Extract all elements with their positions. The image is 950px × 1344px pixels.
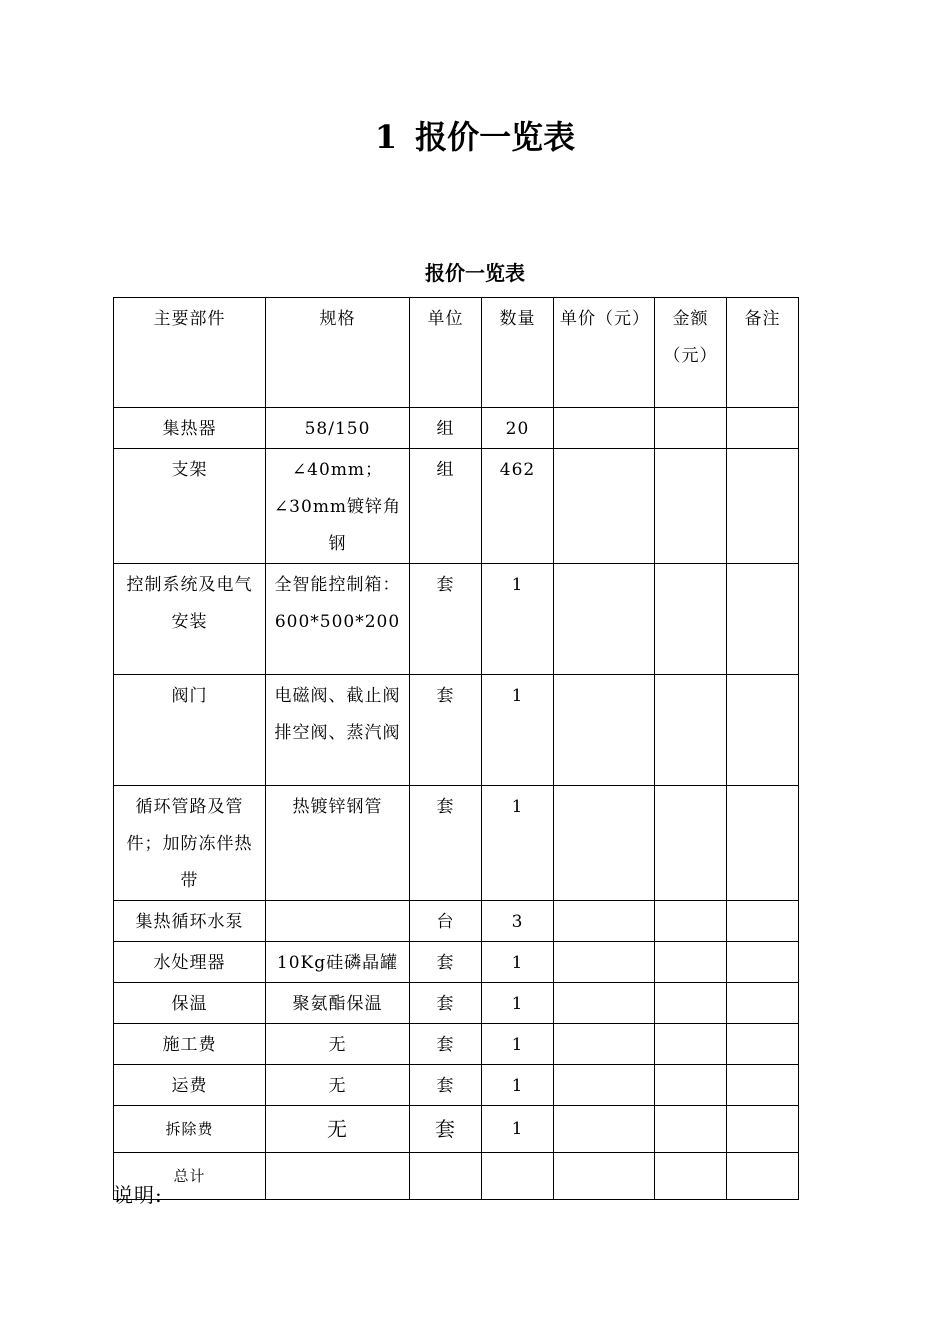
- cell-price: [554, 449, 655, 564]
- cell-remark: [727, 1153, 799, 1200]
- cell-spec: 10Kg硅磷晶罐: [266, 942, 410, 983]
- cell-qty: 1: [482, 942, 554, 983]
- cell-remark: [727, 942, 799, 983]
- cell-remark: [727, 449, 799, 564]
- cell-unit: 套: [410, 1106, 482, 1153]
- cell-unit: 套: [410, 942, 482, 983]
- cell-spec: 58/150: [266, 408, 410, 449]
- cell-unit: 套: [410, 564, 482, 675]
- quote-table: [113, 297, 799, 1200]
- table-row: [114, 564, 799, 675]
- cell-price: [554, 1024, 655, 1065]
- cell-part: 施工费: [114, 1024, 266, 1065]
- cell-price: [554, 786, 655, 901]
- cell-part: 阀门: [114, 675, 266, 786]
- table-row: [114, 983, 799, 1024]
- cell-part: 集热循环水泵: [114, 901, 266, 942]
- table-row: [114, 1065, 799, 1106]
- cell-qty: 1: [482, 675, 554, 786]
- cell-part: 支架: [114, 449, 266, 564]
- table-row: [114, 901, 799, 942]
- cell-price: [554, 901, 655, 942]
- cell-price: [554, 983, 655, 1024]
- table-row: [114, 675, 799, 786]
- section-number: 1: [374, 118, 398, 156]
- cell-part: 拆除费: [114, 1106, 266, 1153]
- table-total-row: [114, 1153, 799, 1200]
- cell-qty: 462: [482, 449, 554, 564]
- cell-price: [554, 564, 655, 675]
- cell-price: [554, 408, 655, 449]
- cell-amount: [655, 786, 727, 901]
- table-header-row: [114, 298, 799, 408]
- cell-price: [554, 1153, 655, 1200]
- cell-unit: 套: [410, 983, 482, 1024]
- cell-spec: 聚氨酯保温: [266, 983, 410, 1024]
- cell-price: [554, 1106, 655, 1153]
- cell-qty: 1: [482, 1106, 554, 1153]
- cell-part: 运费: [114, 1065, 266, 1106]
- header-part: 主要部件: [114, 298, 266, 408]
- cell-unit: 套: [410, 675, 482, 786]
- cell-remark: [727, 564, 799, 675]
- cell-unit: [410, 1153, 482, 1200]
- cell-part: 控制系统及电气安装: [114, 564, 266, 675]
- table-row: [114, 1106, 799, 1153]
- cell-price: [554, 1065, 655, 1106]
- cell-qty: 1: [482, 786, 554, 901]
- header-amount: 金额（元）: [655, 298, 727, 408]
- cell-remark: [727, 983, 799, 1024]
- cell-spec: ∠40mm；∠30mm镀锌角钢: [266, 449, 410, 564]
- cell-part: 水处理器: [114, 942, 266, 983]
- cell-remark: [727, 408, 799, 449]
- cell-unit: 套: [410, 1024, 482, 1065]
- cell-remark: [727, 1106, 799, 1153]
- cell-qty: 1: [482, 983, 554, 1024]
- cell-qty: 3: [482, 901, 554, 942]
- cell-unit: 组: [410, 449, 482, 564]
- cell-unit: 套: [410, 786, 482, 901]
- cell-part: 集热器: [114, 408, 266, 449]
- table-row: [114, 408, 799, 449]
- cell-spec: 全智能控制箱：600*500*200: [266, 564, 410, 675]
- table-row: [114, 942, 799, 983]
- table-row: [114, 1024, 799, 1065]
- cell-amount: [655, 942, 727, 983]
- table-caption: 报价一览表: [425, 261, 525, 285]
- header-remark: 备注: [727, 298, 799, 408]
- cell-spec: 无: [266, 1024, 410, 1065]
- cell-unit: 台: [410, 901, 482, 942]
- cell-price: [554, 942, 655, 983]
- cell-amount: [655, 408, 727, 449]
- cell-remark: [727, 901, 799, 942]
- cell-remark: [727, 1024, 799, 1065]
- cell-spec: 电磁阀、截止阀排空阀、蒸汽阀: [266, 675, 410, 786]
- cell-remark: [727, 675, 799, 786]
- cell-remark: [727, 786, 799, 901]
- table-row: [114, 449, 799, 564]
- cell-spec: 热镀锌钢管: [266, 786, 410, 901]
- note-label: 说明:: [113, 1183, 163, 1207]
- cell-amount: [655, 901, 727, 942]
- header-qty: 数量: [482, 298, 554, 408]
- cell-amount: [655, 983, 727, 1024]
- header-price: 单价（元）: [554, 298, 655, 408]
- cell-unit: 组: [410, 408, 482, 449]
- cell-qty: 1: [482, 1024, 554, 1065]
- cell-qty: 1: [482, 1065, 554, 1106]
- cell-amount: [655, 1065, 727, 1106]
- cell-price: [554, 675, 655, 786]
- cell-remark: [727, 1065, 799, 1106]
- total-label: 总计: [114, 1153, 266, 1200]
- cell-qty: [482, 1153, 554, 1200]
- cell-amount: [655, 1106, 727, 1153]
- cell-amount: [655, 675, 727, 786]
- cell-amount: [655, 1153, 727, 1200]
- cell-spec: 无: [266, 1065, 410, 1106]
- header-unit: 单位: [410, 298, 482, 408]
- cell-unit: 套: [410, 1065, 482, 1106]
- cell-amount: [655, 564, 727, 675]
- cell-amount: [655, 449, 727, 564]
- cell-spec: [266, 901, 410, 942]
- cell-spec: [266, 1153, 410, 1200]
- cell-amount: [655, 1024, 727, 1065]
- section-title: 报价一览表: [415, 118, 576, 156]
- cell-spec: 无: [266, 1106, 410, 1153]
- page-title: [0, 112, 950, 162]
- cell-part: 循环管路及管件；加防冻伴热带: [114, 786, 266, 901]
- cell-qty: 20: [482, 408, 554, 449]
- header-spec: 规格: [266, 298, 410, 408]
- table-row: [114, 786, 799, 901]
- cell-qty: 1: [482, 564, 554, 675]
- cell-part: 保温: [114, 983, 266, 1024]
